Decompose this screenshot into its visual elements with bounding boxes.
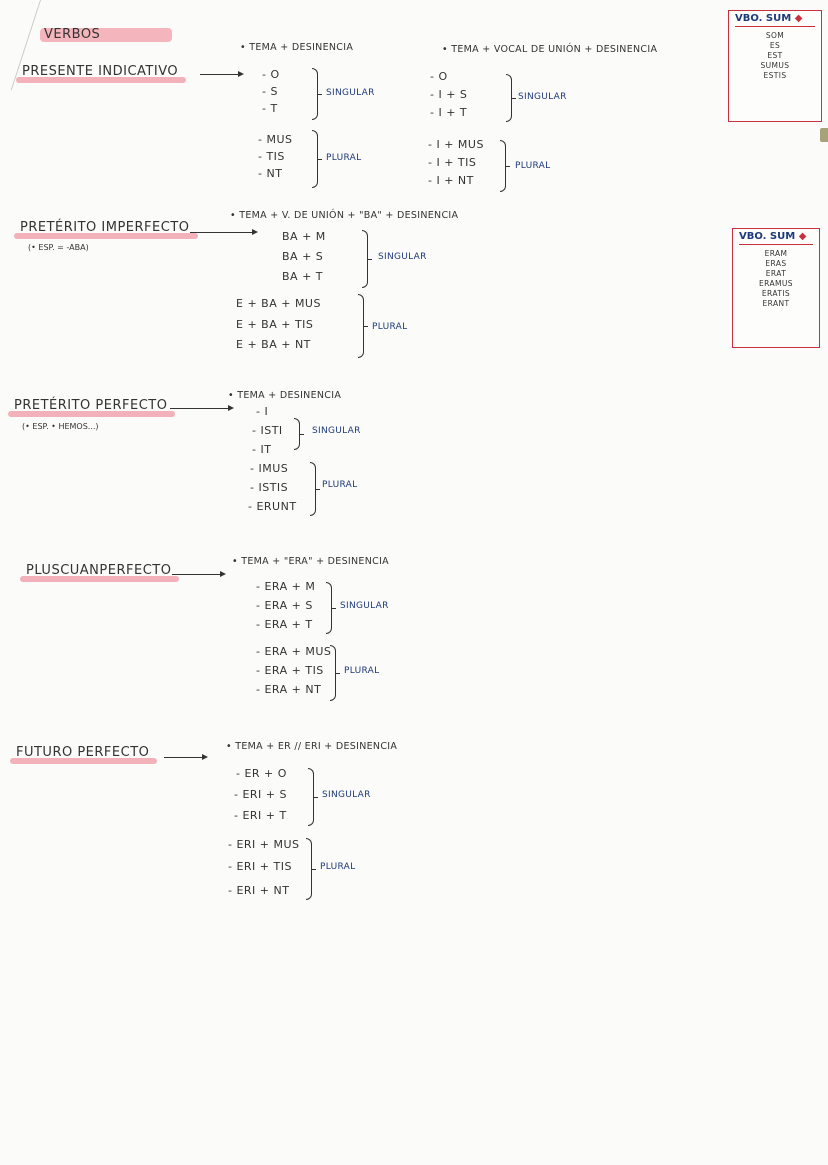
brace-presente-a-pl <box>312 130 318 188</box>
imperfecto-sg-2: BA + S <box>282 250 324 263</box>
perfecto-pl-2: - ISTIS <box>250 481 289 494</box>
label-perfecto-sg: SINGULAR <box>312 426 361 436</box>
brace-presente-b-pl <box>500 140 506 192</box>
presente-a-sg-1: - O <box>262 68 280 81</box>
sum-imperfecto-item: ERAS <box>765 259 787 269</box>
section-title-perfecto: PRETÉRITO PERFECTO <box>10 398 171 413</box>
brace-futuro-pl <box>306 838 312 900</box>
label-perfecto-pl: PLURAL <box>322 480 358 490</box>
futuro-sg-3: - ERI + T <box>234 809 287 822</box>
perfecto-pl-3: - ERUNT <box>248 500 297 513</box>
label-imperfecto-sg: SINGULAR <box>378 252 427 262</box>
label-futuro-pl: PLURAL <box>320 862 356 872</box>
imperfecto-sg-1: BA + M <box>282 230 326 243</box>
futuro-pl-2: - ERI + TIS <box>228 860 292 873</box>
label-presente-b-pl: PLURAL <box>515 161 551 171</box>
presente-a-pl-2: - TIS <box>258 150 285 163</box>
note-perfecto: (• ESP. • HEMOS...) <box>22 422 99 431</box>
brace-plusc-sg <box>326 582 332 634</box>
sum-presente-item: EST <box>767 51 783 61</box>
futuro-pl-3: - ERI + NT <box>228 884 290 897</box>
page-header: VERBOS <box>44 27 101 42</box>
perfecto-sg-3: - IT <box>252 443 272 456</box>
label-presente-b-sg: SINGULAR <box>518 92 567 102</box>
brace-imperfecto-pl <box>358 294 364 358</box>
formula-perfecto: • TEMA + DESINENCIA <box>228 390 342 401</box>
sum-imperfecto-item: ERAM <box>764 249 788 259</box>
formula-imperfecto: • TEMA + V. DE UNIÓN + "BA" + DESINENCIA <box>230 210 459 221</box>
sum-imperfecto-item: ERATIS <box>761 289 791 299</box>
brace-perfecto-pl <box>310 462 316 516</box>
section-title-presente: PRESENTE INDICATIVO <box>18 64 182 79</box>
section-title-futuro: FUTURO PERFECTO <box>12 745 153 760</box>
sum-presente-item: SUMUS <box>760 61 790 71</box>
arrow-perfecto <box>170 408 232 409</box>
presente-b-sg-1: - O <box>430 70 448 83</box>
imperfecto-pl-1: E + BA + MUS <box>236 297 321 310</box>
plusc-sg-3: - ERA + T <box>256 618 313 631</box>
futuro-sg-1: - ER + O <box>236 767 287 780</box>
perfecto-sg-1: - I <box>256 405 269 418</box>
sum-presente-item: SOM <box>765 31 785 41</box>
label-plusc-pl: PLURAL <box>344 666 380 676</box>
arrow-pluscuamperfecto <box>172 574 224 575</box>
plusc-pl-3: - ERA + NT <box>256 683 322 696</box>
sum-box-presente <box>728 10 822 122</box>
imperfecto-pl-2: E + BA + TIS <box>236 318 314 331</box>
label-imperfecto-pl: PLURAL <box>372 322 408 332</box>
brace-presente-b-sg <box>506 74 512 122</box>
section-title-imperfecto: PRETÉRITO IMPERFECTO <box>16 220 194 235</box>
plusc-sg-1: - ERA + M <box>256 580 316 593</box>
label-presente-a-pl: PLURAL <box>326 153 362 163</box>
presente-b-pl-2: - I + TIS <box>428 156 477 169</box>
arrow-futuro <box>164 757 206 758</box>
presente-b-sg-3: - I + T <box>430 106 468 119</box>
note-imperfecto: (• ESP. = -ABA) <box>28 243 89 252</box>
page-edge-tab <box>820 128 828 142</box>
plusc-sg-2: - ERA + S <box>256 599 313 612</box>
arrow-presente <box>200 74 242 75</box>
futuro-sg-2: - ERI + S <box>234 788 287 801</box>
presente-a-sg-2: - S <box>262 85 278 98</box>
presente-a-pl-1: - MUS <box>258 133 293 146</box>
sum-imperfecto-item: ERANT <box>762 299 790 309</box>
label-futuro-sg: SINGULAR <box>322 790 371 800</box>
sum-box-imperfecto <box>732 228 820 348</box>
formula-futuro: • TEMA + ER // ERI + DESINENCIA <box>226 741 398 752</box>
imperfecto-sg-3: BA + T <box>282 270 324 283</box>
presente-b-pl-1: - I + MUS <box>428 138 484 151</box>
futuro-pl-1: - ERI + MUS <box>228 838 300 851</box>
sum-imperfecto-item: ERAMUS <box>759 279 793 289</box>
presente-b-sg-2: - I + S <box>430 88 468 101</box>
sum-imperfecto-item: ERAT <box>765 269 787 279</box>
sum-presente-item: ESTIS <box>763 71 787 81</box>
brace-presente-a-sg <box>312 68 318 120</box>
brace-perfecto-sg <box>294 418 300 450</box>
brace-futuro-sg <box>308 768 314 826</box>
plusc-pl-1: - ERA + MUS <box>256 645 332 658</box>
brace-imperfecto-sg <box>362 230 368 288</box>
formula-presente-b: • TEMA + VOCAL DE UNIÓN + DESINENCIA <box>442 44 658 55</box>
perfecto-pl-1: - IMUS <box>250 462 289 475</box>
brace-plusc-pl <box>330 645 336 701</box>
perfecto-sg-2: - ISTI <box>252 424 283 437</box>
formula-presente-a: • TEMA + DESINENCIA <box>240 42 354 53</box>
label-presente-a-sg: SINGULAR <box>326 88 375 98</box>
label-plusc-sg: SINGULAR <box>340 601 389 611</box>
sum-box-imperfecto-title: VBO. SUM ◆ <box>739 231 807 242</box>
sum-presente-item: ES <box>769 41 781 51</box>
imperfecto-pl-3: E + BA + NT <box>236 338 311 351</box>
presente-a-pl-3: - NT <box>258 167 283 180</box>
arrow-imperfecto <box>190 232 256 233</box>
presente-a-sg-3: - T <box>262 102 278 115</box>
section-title-pluscuamperfecto: PLUSCUANPERFECTO <box>22 563 175 578</box>
formula-pluscuamperfecto: • TEMA + "ERA" + DESINENCIA <box>232 556 389 567</box>
presente-b-pl-3: - I + NT <box>428 174 474 187</box>
sum-box-presente-title: VBO. SUM ◆ <box>735 13 803 24</box>
plusc-pl-2: - ERA + TIS <box>256 664 324 677</box>
